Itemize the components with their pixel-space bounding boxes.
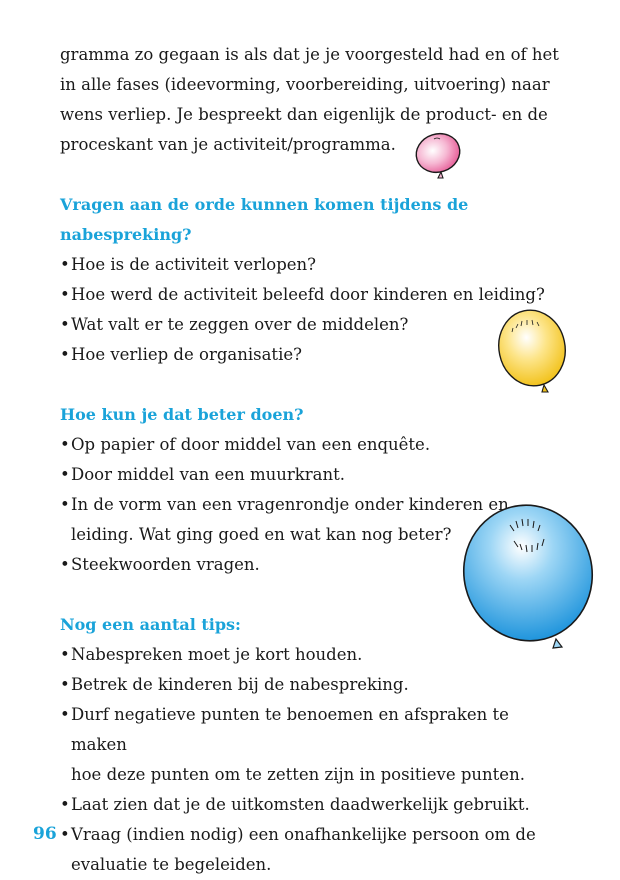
list-item: • Hoe werd de activiteit beleefd door kinderen en leiding? bbox=[60, 280, 570, 310]
bullet: • bbox=[60, 285, 70, 304]
list-item: • Durf negatieve punten te benoemen en afspraken te maken hoe deze punten om te zetten zijn in positieve punten. bbox=[60, 700, 570, 790]
list-item: • Betrek de kinderen bij de nabespreking. bbox=[60, 670, 570, 700]
section-heading-improve: Hoe kun je dat beter doen? bbox=[60, 405, 304, 424]
section-heading-questions: Vragen aan de orde kunnen komen tijdens de nabespreking? bbox=[60, 195, 469, 244]
intro-line: wens verliep. Je bespreekt dan eigenlijk de product- en de bbox=[60, 105, 548, 124]
tips-list bbox=[60, 640, 570, 880]
bullet: • bbox=[60, 345, 70, 364]
list-item: • Op papier of door middel van een enquête. bbox=[60, 430, 570, 460]
list-item: • Hoe verliep de organisatie? bbox=[60, 340, 570, 370]
bullet: • bbox=[60, 795, 70, 814]
yellow-balloon-icon bbox=[492, 308, 572, 400]
intro-line: proceskant van je activiteit/programma. bbox=[60, 135, 396, 154]
bullet: • bbox=[60, 825, 70, 844]
list-item: • In de vorm van een vragenrondje onder kinderen en leiding. Wat ging goed en wat kan nog beter? bbox=[60, 490, 570, 550]
intro-paragraph bbox=[60, 40, 570, 160]
bullet: • bbox=[60, 435, 70, 454]
list-item: • Laat zien dat je de uitkomsten daadwerkelijk gebruikt. bbox=[60, 790, 570, 820]
list-item: • Wat valt er te zeggen over de middelen? bbox=[60, 310, 570, 340]
bullet: • bbox=[60, 495, 70, 514]
bullet: • bbox=[60, 645, 70, 664]
bullet: • bbox=[60, 675, 70, 694]
list-item: • Vraag (indien nodig) een onafhankelijke persoon om de evaluatie te begeleiden. bbox=[60, 820, 570, 880]
bullet: • bbox=[60, 705, 70, 724]
text-block bbox=[60, 40, 570, 880]
list-item: • Hoe is de activiteit verlopen? bbox=[60, 250, 570, 280]
bullet: • bbox=[60, 555, 70, 574]
bullet: • bbox=[60, 465, 70, 484]
intro-line: gramma zo gegaan is als dat je je voorgesteld had en of het bbox=[60, 45, 559, 64]
bullet: • bbox=[60, 255, 70, 274]
page-number: 96 bbox=[33, 824, 57, 844]
list-item: • Door middel van een muurkrant. bbox=[60, 460, 570, 490]
intro-line: in alle fases (ideevorming, voorbereiding, uitvoering) naar bbox=[60, 75, 550, 94]
pink-balloon-icon bbox=[410, 128, 466, 186]
blue-balloon-icon bbox=[458, 497, 602, 659]
section-heading-tips: Nog een aantal tips: bbox=[60, 615, 241, 634]
list-item: • Steekwoorden vragen. bbox=[60, 550, 570, 580]
bullet: • bbox=[60, 315, 70, 334]
list-item: • Nabespreken moet je kort houden. bbox=[60, 640, 570, 670]
